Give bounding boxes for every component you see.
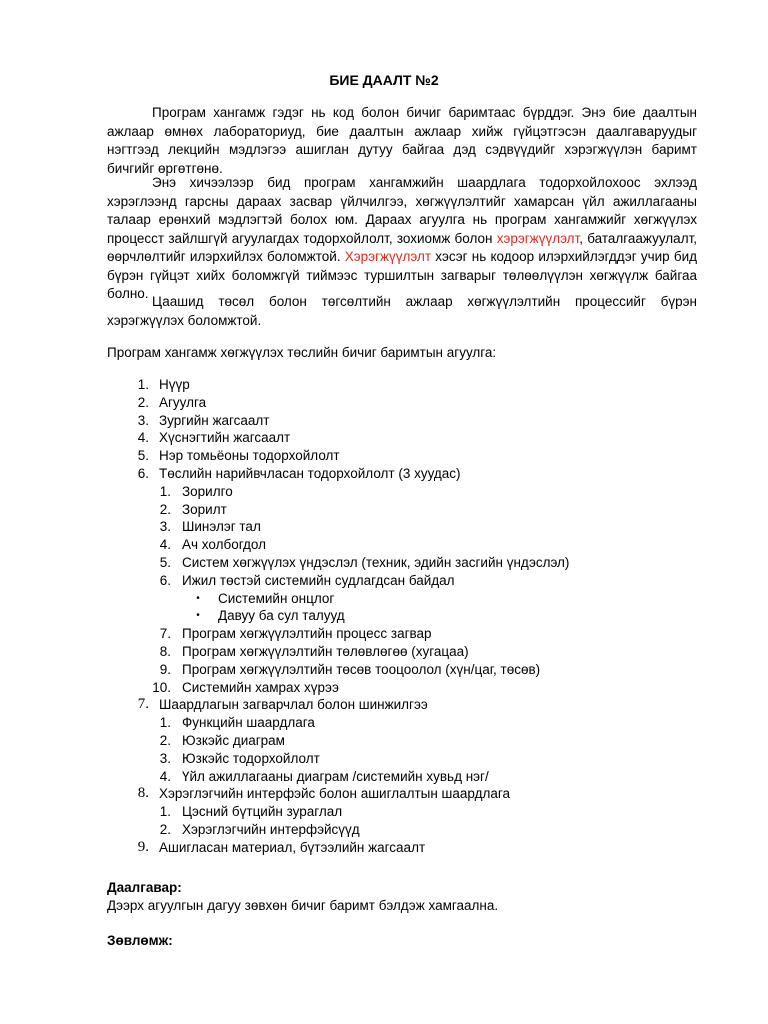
outline-item-text: Юзкэйс диаграм	[182, 733, 285, 748]
outline-item-text: Систем хөгжүүлэх үндэслэл (техник, эдийн засгийн үндэслэл)	[182, 555, 570, 570]
outline-item-text: Системийн хамрах хүрээ	[182, 679, 339, 695]
outline-number: 1.	[137, 377, 149, 392]
task-text: Дээрх агуулгын дагуу зөвхөн бичиг баримт бэлдэж хамгаална.	[107, 898, 499, 913]
outline-number: 3.	[159, 750, 171, 766]
outline-number: 3.	[137, 412, 149, 428]
outline-number: 7.	[137, 696, 149, 713]
outline-number: 3.	[159, 519, 171, 535]
outline-item-text: Зорилго	[182, 483, 233, 499]
outline-item-text: Шинэлэг тал	[182, 519, 261, 535]
outline-number: 2.	[159, 501, 171, 517]
task-label: Даалгавар:	[107, 880, 182, 895]
outline-item-text: Ашигласан материал, бүтээлийн жагсаалт	[159, 839, 426, 855]
outline-item-text: Системийн онцлог	[218, 590, 335, 606]
outline-item-text: Юзкэйс тодорхойлолт	[182, 750, 320, 766]
outline-item-text: Програм хөгжүүлэлтийн төлөвлөгөө (хугацаа)	[182, 644, 469, 659]
advice-label: Зөвлөмж:	[107, 933, 173, 948]
highlight-implementation-1: хэрэгжүүлэлт	[496, 230, 580, 246]
course-paragraph	[107, 174, 697, 304]
outline-number: 6.	[159, 572, 171, 588]
outline-number: 1.	[159, 804, 171, 820]
outline-item-text: Зорилт	[182, 501, 227, 517]
outline-item-text: Ижил төстэй системийн судлагдсан байдал	[182, 572, 455, 588]
outline-intro: Програм хангамж хөгжүүлэх төслийн бичиг баримтын агуулга:	[107, 345, 497, 360]
outline-number: 2.	[137, 394, 149, 410]
bullet-marker: •	[196, 610, 200, 622]
outline-number: 4.	[159, 768, 171, 784]
outline-number: 6.	[137, 466, 149, 481]
outline-item-text: Төслийн нарийвчласан тодорхойлолт (3 хуудас)	[159, 466, 461, 481]
outline-number: 5.	[159, 555, 171, 570]
highlight-implementation-2: Хэрэгжүүлэлт	[344, 249, 432, 264]
outline-item-text: Хүснэгтийн жагсаалт	[159, 430, 291, 446]
outline-item-text: Нэр томьёоны тодорхойлолт	[159, 448, 340, 464]
future-paragraph	[107, 293, 697, 330]
document-title: БИЕ ДААЛТ №2	[329, 72, 439, 88]
outline-number: 2.	[159, 822, 171, 837]
outline-number: 2.	[159, 733, 171, 748]
outline-item-text: Функцийн шаардлага	[182, 715, 315, 731]
outline-item-text: Нүүр	[159, 377, 190, 392]
bullet-marker: •	[196, 592, 200, 604]
intro-paragraph	[107, 104, 697, 178]
future-text: Цаашид төсөл болон төгсөлтийн ажлаар хөгжүүлэлтийн процессийг бүрэн хэрэгжүүлэх боломжтой.	[107, 294, 697, 328]
course-text-a: Энэ хичээлээр бид програм хангамжийн шаардлага тодорхойлохоос эхлээд хэрэглээнд гарсны дараах засвар үйлчилгээ, хөгжүүлэлтийг хамарсан үйл ажиллагааны талаар ерөнхий мэдлэгтэй болох юм. Дараах агуулга нь програм хангамжийг хөгжүүлэх процесст зайлшгүй агуулагдах тодорхойлолт, зохиомж болон	[107, 175, 697, 246]
intro-text: Програм хангамж гэдэг нь код болон бичиг баримтаас бүрддэг. Энэ бие даалтын ажлаар өмнөх лабораториуд, бие даалтын ажлаар хийж гүйцэтгэсэн даалгаваруудыг нэгтгээд лекцийн мэдлэгээ ашиглан дутуу байгаа дэд сэдвүүдийг хэрэгжүүлэн баримт бичгийг өргөтгөнө.	[107, 105, 697, 176]
outline-number: 8.	[159, 644, 171, 659]
outline-item-text: Хэрэглэгчийн интерфэйсүүд	[182, 822, 360, 837]
outline-number: 1.	[159, 715, 171, 731]
outline-item-text: Зургийн жагсаалт	[159, 412, 270, 428]
outline-number: 10.	[152, 679, 171, 695]
outline-number: 8.	[137, 785, 149, 802]
outline-number: 5.	[137, 448, 149, 464]
outline-number: 9.	[159, 661, 171, 677]
outline-item-text: Үйл ажиллагааны диаграм /системийн хувьд нэг/	[182, 768, 489, 784]
outline-item-text: Шаардлагын загварчлал болон шинжилгээ	[159, 697, 428, 713]
outline-number: 4.	[137, 430, 149, 446]
outline-number: 9.	[137, 838, 149, 855]
outline-item-text: Давуу ба сул талууд	[218, 608, 345, 624]
outline-item-text: Ач холбогдол	[182, 537, 266, 553]
outline-item-text: Хэрэглэгчийн интерфэйс болон ашиглалтын шаардлага	[159, 786, 510, 802]
outline-item-text: Програм хөгжүүлэлтийн процесс загвар	[182, 626, 432, 642]
outline-item-text: Програм хөгжүүлэлтийн төсөв тооцоолол (хүн/цаг, төсөв)	[182, 661, 541, 677]
outline-item-text: Цэсний бүтцийн зураглал	[182, 804, 343, 820]
outline-number: 7.	[159, 626, 171, 642]
outline-item-text: Агуулга	[159, 394, 207, 410]
outline-number: 4.	[159, 537, 171, 553]
course-text-b: , баталгаажуулалт, өөрчлөлтийг илэрхийлэх боломжтой.	[107, 230, 698, 264]
course-text-c: хэсэг нь кодоор илэрхийлэгддэг учир бид бүрэн гүйцэт хийх боломжгүй тиймээс туршилтын загварыг төлөөлүүлэн хөгжүүлж байгаа болно.	[107, 249, 698, 301]
outline-number: 1.	[159, 483, 171, 499]
